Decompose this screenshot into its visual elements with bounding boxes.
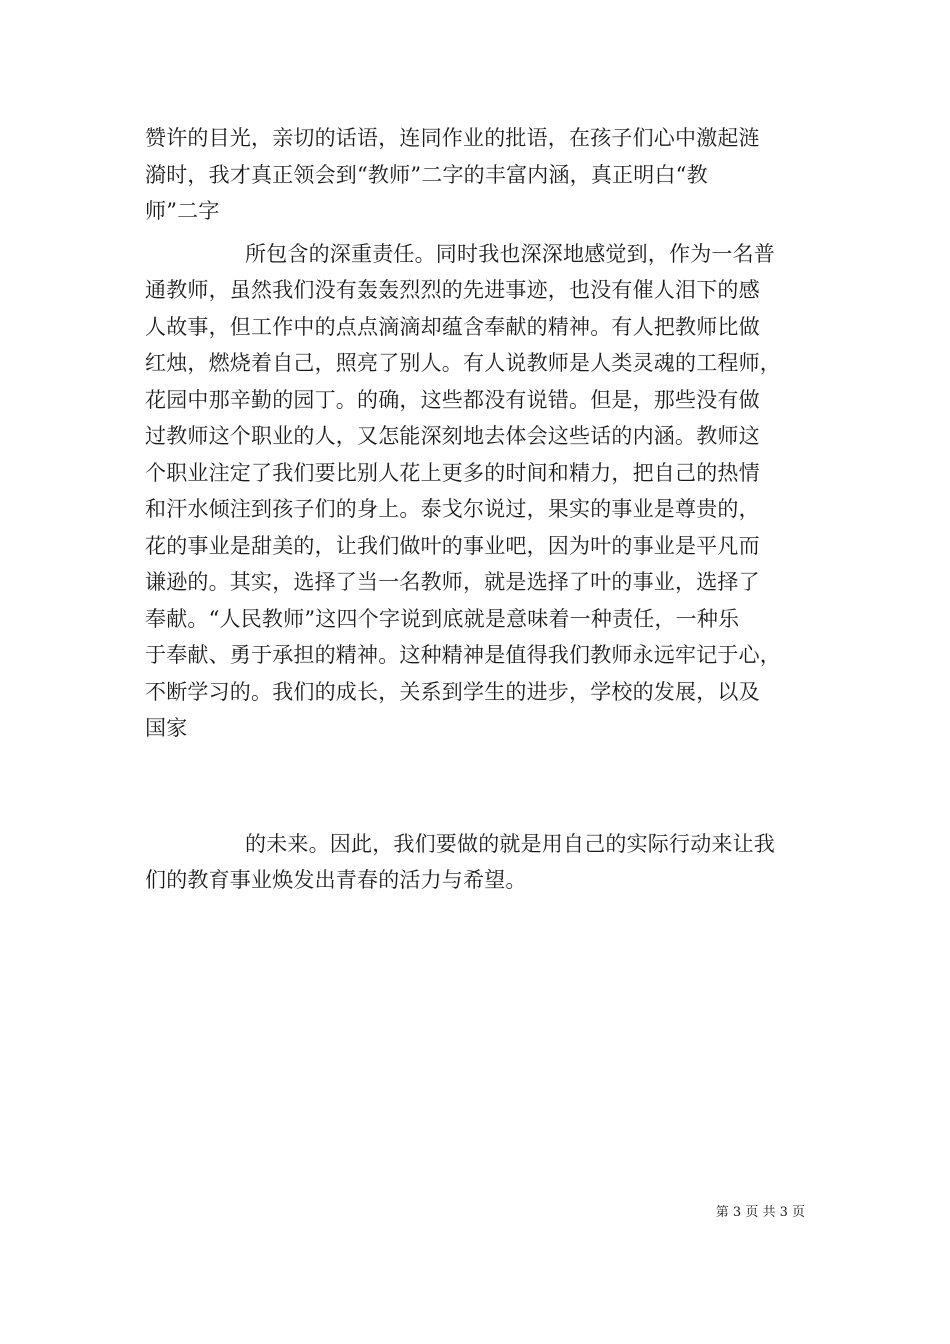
text-line: 人故事，但工作中的点点滴滴却蕴含奉献的精神。有人把教师比做: [145, 314, 760, 339]
text-line: 通教师，虽然我们没有轰轰烈烈的先进事迹，也没有催人泪下的感: [145, 278, 760, 302]
text-line: 赞许的目光，亲切的话语，连同作业的批语，在孩子们心中激起涟: [145, 126, 760, 150]
paragraph-3: [145, 826, 810, 899]
text-line: 漪时，我才真正领会到“教师”二字的丰富内涵，真正明白“教: [145, 162, 708, 187]
text-line: [145, 747, 810, 784]
text-line: 们的教育事业焕发出青春的活力与希望。: [145, 868, 527, 892]
text-line: 的未来。因此，我们要做的就是用自己的实际行动来让我: [245, 831, 775, 856]
text-line: 谦逊的。其实，选择了当一名教师，就是选择了叶的事业，选择了: [145, 570, 760, 594]
text-line: 所包含的深重责任。同时我也深深地感觉到，作为一名普: [245, 241, 775, 266]
text-line: 花园中那辛勤的园丁。的确，这些都没有说错。但是，那些没有做: [145, 387, 760, 412]
text-line: 花的事业是甜美的，让我们做叶的事业吧，因为叶的事业是平凡而: [145, 533, 760, 558]
body-text: [145, 120, 810, 899]
text-line: 个职业注定了我们要比别人花上更多的时间和精力，把自己的热情: [145, 460, 760, 485]
text-line: 红烛，燃烧着自己，照亮了别人。有人说教师是人类灵魂的工程师，: [145, 351, 781, 375]
page-number-footer: 第 3 页 共 3 页: [715, 1205, 805, 1220]
text-line: 奉献。“人民教师”这四个字说到底就是意味着一种责任，一种乐: [145, 606, 740, 631]
text-line: 于奉献、勇于承担的精神。这种精神是值得我们教师永远牢记于心，: [145, 643, 781, 667]
paragraph-1: [145, 120, 810, 230]
text-line: 师”二字: [145, 199, 220, 223]
text-line: 国家: [145, 716, 188, 740]
text-line: 过教师这个职业的人，又怎能深刻地去体会这些话的内涵。教师这: [145, 424, 760, 448]
text-line: 和汗水倾注到孩子们的身上。泰戈尔说过，果实的事业是尊贵的，: [145, 497, 760, 521]
paragraph-2: [145, 236, 810, 820]
text-line: 不断学习的。我们的成长，关系到学生的进步，学校的发展，以及: [145, 679, 760, 704]
text-line: [145, 783, 810, 820]
